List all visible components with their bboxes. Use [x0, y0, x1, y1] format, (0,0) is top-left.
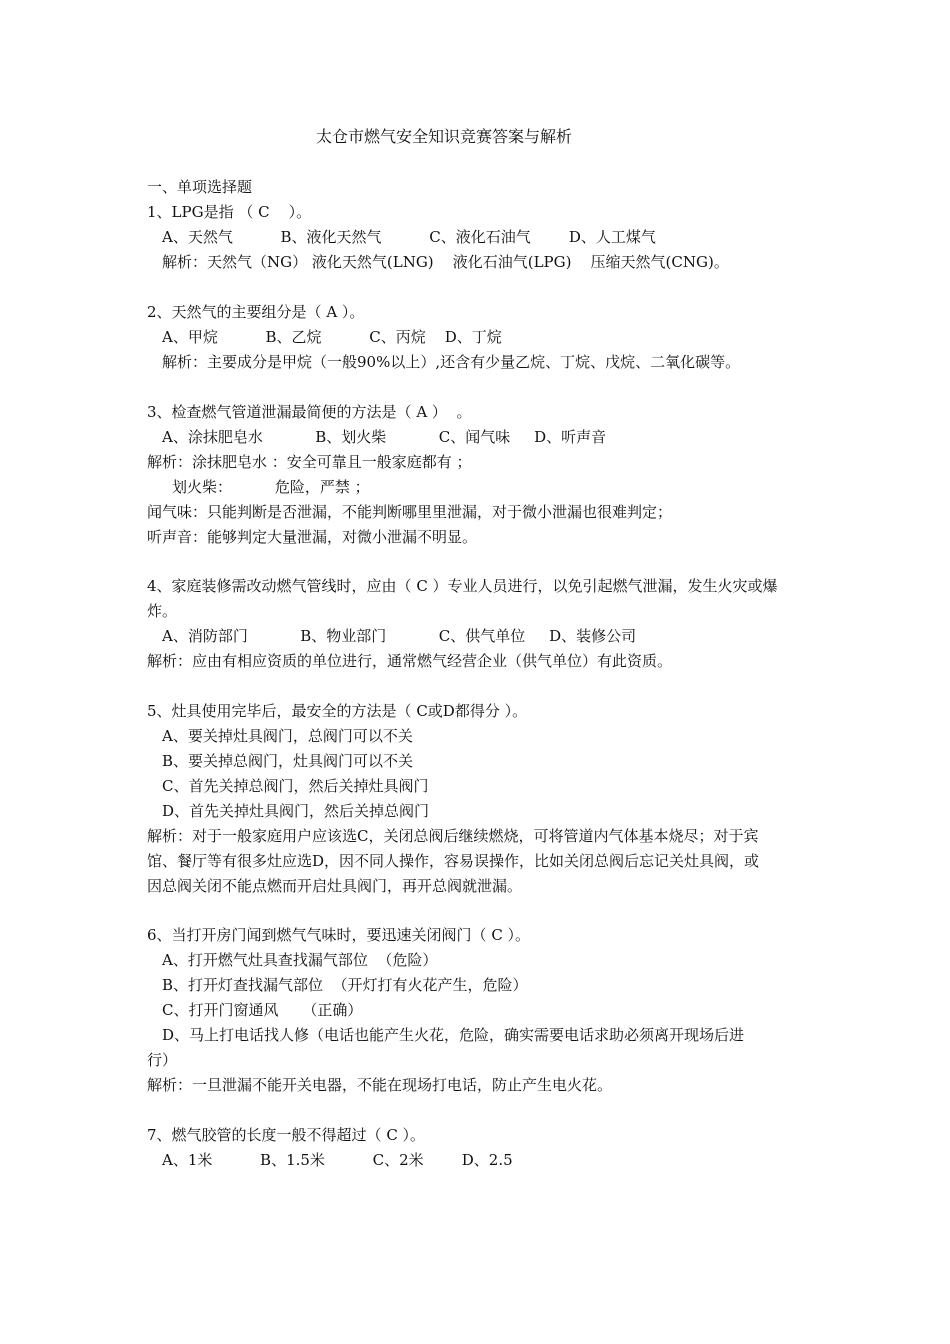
q3-analysis-line: 听声音：能够判定大量泄漏，对微小泄漏不明显。	[147, 528, 478, 546]
q7-options: A、1米 B、1.5米 C、2米 D、2.5	[162, 1151, 513, 1169]
q5-analysis-line: 解析：对于一般家庭用户应该选C，关闭总阀后继续燃烧，可将管道内气体基本烧尽；对于宾	[147, 827, 759, 845]
q3-options: A、涂抹肥皂水 B、划火柴 C、闻气味 D、听声音	[162, 428, 607, 446]
q4-options: A、消防部门 B、物业部门 C、供气单位 D、装修公司	[162, 627, 637, 645]
q6-option: B、打开灯查找漏气部位 （开灯打有火花产生，危险）	[162, 976, 528, 994]
q1-question: 1、LPG是指 （ C ）。	[147, 203, 312, 221]
q4-analysis: 解析：应由有相应资质的单位进行，通常燃气经营企业（供气单位）有此资质。	[147, 652, 673, 670]
q5-option: D、首先关掉灶具阀门，然后关掉总阀门	[162, 802, 430, 820]
q4-question-line: 炸。	[147, 602, 178, 620]
q2-analysis: 解析：主要成分是甲烷（一般90%以上）,还含有少量乙烷、丁烷、戊烷、二氧化碳等。	[162, 353, 741, 371]
q2-question: 2、天然气的主要组分是（ A ）。	[147, 303, 365, 321]
q1-analysis: 解析：天然气（NG） 液化天然气(LNG) 液化石油气(LPG) 压缩天然气(CNG)。	[162, 253, 729, 271]
q5-analysis-line: 因总阀关闭不能点燃而开启灶具阀门，再开总阀就泄漏。	[147, 877, 523, 895]
q6-analysis: 解析：一旦泄漏不能开关电器，不能在现场打电话，防止产生电火花。	[147, 1076, 613, 1094]
q2-options: A、甲烷 B、乙烷 C、丙烷 D、丁烷	[162, 328, 502, 346]
section-heading: 一、单项选择题	[147, 178, 253, 196]
q3-analysis-line: 解析：涂抹肥皂水 ：安全可靠且一般家庭都有 ；	[147, 453, 472, 471]
q5-option: B、要关掉总阀门，灶具阀门可以不关	[162, 752, 414, 770]
q3-analysis-line: 闻气味：只能判断是否泄漏，不能判断哪里里泄漏，对于微小泄漏也很难判定；	[147, 503, 673, 521]
q6-option-continuation: 行）	[147, 1051, 178, 1069]
q5-analysis-line: 馆、餐厅等有很多灶应选D，因不同人操作，容易误操作，比如关闭总阀后忘记关灶具阀，或	[147, 852, 760, 870]
document-title: 太仓市燃气安全知识竞赛答案与解析	[316, 127, 573, 146]
q6-question: 6、当打开房门闻到燃气气味时，要迅速关闭阀门（ C ）。	[147, 926, 531, 944]
q1-options: A、天然气 B、液化天然气 C、液化石油气 D、人工煤气	[162, 228, 656, 246]
q4-question-line: 4、家庭装修需改动燃气管线时，应由（ C ）专业人员进行，以免引起燃气泄漏，发生火灾或爆	[147, 577, 778, 595]
q6-option: C、打开门窗通风 （正确）	[162, 1001, 363, 1019]
q5-option: A、要关掉灶具阀门，总阀门可以不关	[162, 727, 413, 745]
q3-question: 3、检查燃气管道泄漏最简便的方法是（ A ） 。	[147, 403, 472, 421]
q7-question: 7、燃气胶管的长度一般不得超过（ C ）。	[147, 1126, 426, 1144]
q3-analysis-line: 划火柴： 危险，严禁 ；	[172, 478, 370, 496]
q5-option: C、首先关掉总阀门，然后关掉灶具阀门	[162, 777, 429, 795]
q5-question: 5、灶具使用完毕后，最安全的方法是（ C或D都得分 ）。	[147, 702, 528, 720]
q6-option: A、打开燃气灶具查找漏气部位 （危险）	[162, 951, 438, 969]
q6-option: D、马上打电话找人修（电话也能产生火花，危险，确实需要电话求助必须离开现场后进	[162, 1026, 745, 1044]
